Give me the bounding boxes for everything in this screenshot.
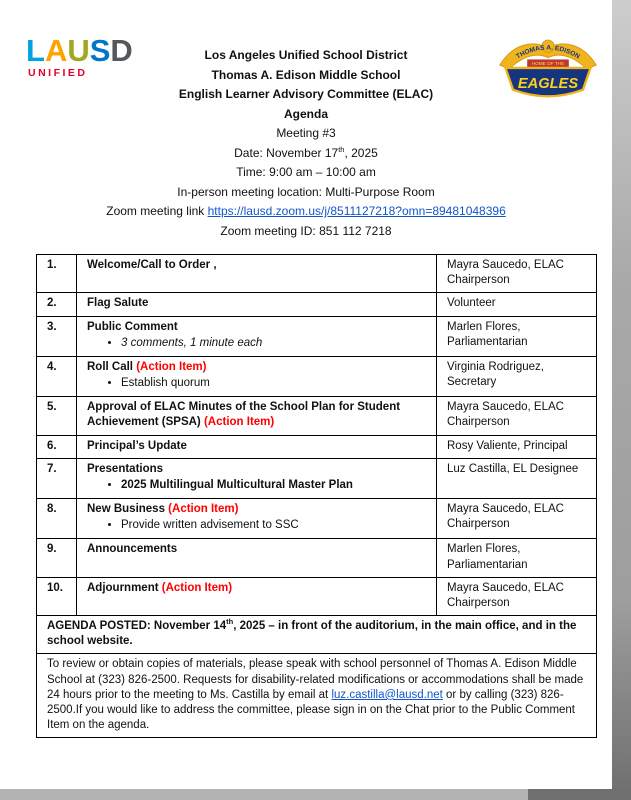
agenda-row [37,397,597,435]
agenda-row-number: 10. [37,577,77,615]
agenda-row [37,458,597,498]
agenda-row-person: Mayra Saucedo, ELAC Chairperson [437,499,597,539]
agenda-row [37,293,597,316]
action-item-label: (Action Item) [158,581,233,594]
agenda-posted-row [37,616,597,654]
agenda-row [37,316,597,356]
agenda-posted-cell [37,616,597,654]
action-item-label: (Action Item) [200,416,275,429]
agenda-row [37,539,597,577]
agenda-row-item [77,356,437,396]
materials-note-row [37,654,597,738]
agenda-row-person: Rosy Valiente, Principal [437,435,597,458]
agenda-row-person: Marlen Flores, Parliamentarian [437,316,597,356]
meeting-date [71,144,541,164]
meeting-time: Time: 9:00 am – 10:00 am [236,165,376,179]
agenda-row [37,255,597,293]
district-name: Los Angeles Unified School District [204,48,408,62]
agenda-row-item [77,499,437,539]
agenda-row-item [77,577,437,615]
agenda-row-person: Mayra Saucedo, ELAC Chairperson [437,577,597,615]
materials-text-rest: or by calling (323) 826-2500.If you would like to address the committee, please sign in on the Chat prior to the Public Comment Item on the agenda. [47,688,576,732]
agenda-row-number: 1. [37,255,77,293]
agenda-row-number: 5. [37,397,77,435]
posted-text: AGENDA POSTED: November 14 [47,620,227,633]
crest-arc-text: THOMAS A. EDISON [515,44,581,61]
crest-ribbon-text: HOME OF THE [531,62,565,68]
action-item-label: (Action Item) [164,503,239,516]
eagles-crest-svg [496,33,600,101]
meeting-date-year: , 2025 [344,145,378,160]
agenda-item-title: Flag Salute [87,297,149,310]
agenda-item-bullets [121,518,428,533]
agenda-row-number: 2. [37,293,77,316]
agenda-item-title: Roll Call [87,360,134,373]
crest-banner-text: EAGLES [517,75,579,92]
agenda-table [36,254,597,738]
agenda-item-bullets [121,478,428,493]
agenda-item-title: New Business [87,503,165,516]
agenda-item-title: Welcome/Call to Order , [87,259,217,271]
action-item-label: (Action Item) [133,360,207,373]
lausd-logo [26,33,146,79]
agenda-row-person: Marlen Flores, Parliamentarian [437,539,597,577]
agenda-item-title: Presentations [87,462,164,475]
agenda-row-number: 8. [37,499,77,539]
agenda-item-bullet: • Establish quorum [121,376,428,391]
agenda-body [37,255,597,616]
agenda-item-title: Announcements [87,543,178,556]
agenda-row-person: Luz Castilla, EL Designee [437,458,597,498]
agenda-item-bullets [121,336,428,351]
agenda-footer [37,616,597,738]
agenda-row-number: 4. [37,356,77,396]
materials-text: To review or obtain copies of materials, please speak with school personnel of Thomas A. Edison Middle School at (323) 826-2500. Requests for disability-related modifications or accommodations shall be made 24 hours prior to the meeting to Ms. Castilla by email at [47,658,584,701]
agenda-row-number: 6. [37,435,77,458]
meeting-number: Meeting #3 [276,126,336,140]
lausd-letter: L [26,33,45,68]
committee-name: English Learner Advisory Committee (ELAC) [178,87,434,101]
school-name: Thomas A. Edison Middle School [211,67,401,82]
agenda-item-title: Public Comment [87,320,178,333]
agenda-item-title: Approval of ELAC Minutes of the School Plan for Student Achievement (SPSA) [87,401,401,429]
document-title: Agenda [283,106,328,121]
agenda-row [37,577,597,615]
agenda-row-item [77,539,437,577]
zoom-meeting-link[interactable]: https://lausd.zoom.us/j/8511127218?omn=89481048396 [207,204,506,218]
agenda-row-item [77,435,437,458]
agenda-row [37,356,597,396]
agenda-row-item [77,397,437,435]
agenda-item-title: Adjournment [87,581,159,594]
date-ordinal-suffix: th [338,144,345,154]
lausd-letter: S [89,33,111,68]
agenda-item-bullet: • 3 comments, 1 minute each [121,336,428,351]
lausd-letter: D [110,33,133,68]
eagles-crest-logo [496,33,600,101]
agenda-row-person: Mayra Saucedo, ELAC Chairperson [437,397,597,435]
agenda-row-item [77,255,437,293]
agenda-item-bullet: • Provide written advisement to SSC [121,518,428,533]
scan-edge-right [612,0,631,800]
agenda-item-bullets [121,376,428,391]
agenda-item-title: Principal’s Update [87,439,187,452]
agenda-row-number: 7. [37,458,77,498]
lausd-wordmark [26,33,146,68]
zoom-link-label: Zoom meeting link [106,204,208,218]
agenda-row-item [77,316,437,356]
zoom-meeting-id: Zoom meeting ID: 851 112 7218 [220,223,392,238]
agenda-row-person: Mayra Saucedo, ELAC Chairperson [437,255,597,293]
materials-note-cell [37,654,597,738]
lausd-unified-label: UNIFIED [28,67,88,79]
agenda-row-number: 9. [37,539,77,577]
agenda-row-item [77,458,437,498]
agenda-row-person: Volunteer [437,293,597,316]
meeting-location: In-person meeting location: Multi-Purpose Room [177,184,435,199]
email-link[interactable]: luz.castilla@lausd.net [331,688,443,701]
scan-edge-corner [528,788,631,800]
lausd-letter: U [67,33,90,68]
agenda-row [37,435,597,458]
zoom-link-line [71,202,541,222]
agenda-row-item [77,293,437,316]
agenda-row-person: Virginia Rodriguez, Secretary [437,356,597,396]
agenda-row [37,499,597,539]
agenda-row-number: 3. [37,316,77,356]
meeting-date-text: Date: November 17 [234,145,339,160]
posted-text-rest: , 2025 – in front of the auditorium, in the main office, and in the school website. [47,620,577,648]
agenda-item-bullet: • 2025 Multilingual Multicultural Master Plan [121,478,428,493]
lausd-letter: A [44,33,68,68]
posted-ordinal-suffix: th [226,617,234,627]
